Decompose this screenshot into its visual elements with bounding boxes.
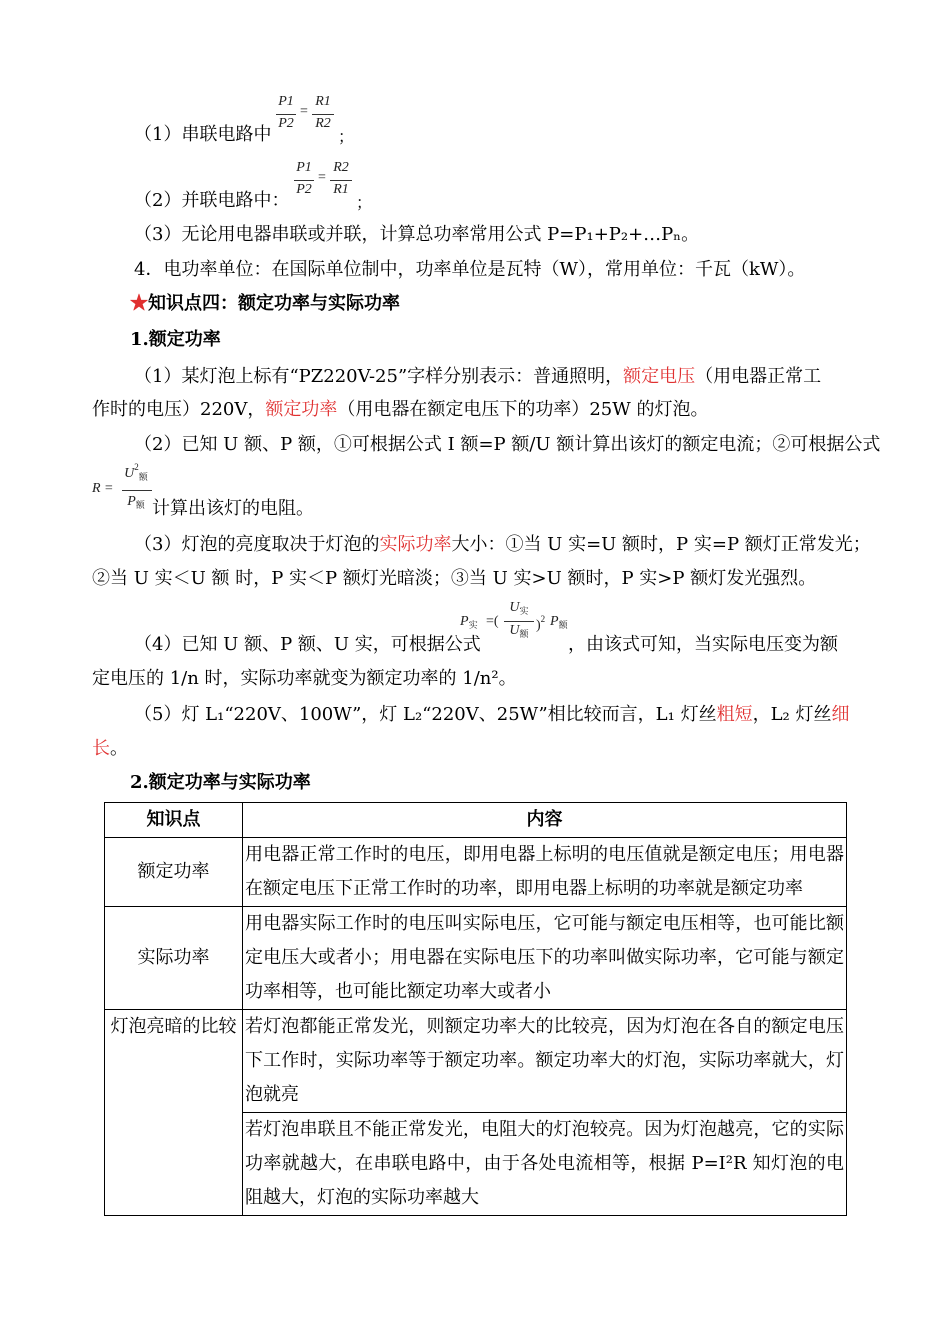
table-content-cell: 若灯泡都能正常发光，则额定功率大的比较亮，因为灯泡在各自的额定电压下工作时，实际功率等于额定功率。额定功率大的灯泡，实际功率就大，灯泡就亮 xyxy=(243,1010,847,1113)
subheading-rated-power: 1.额定功率 xyxy=(130,329,221,350)
highlight-thin: 细 xyxy=(831,704,850,725)
paragraph-5-line-1: （5）灯 L₁“220V、100W”，灯 L₂“220V、25W”相比较而言，L₁ 灯丝粗短，L₂ 灯丝细 xyxy=(134,704,850,725)
star-icon: ★ xyxy=(130,293,148,314)
parallel-fraction-right: R2 R1 xyxy=(330,160,352,206)
parallel-end: ； xyxy=(356,193,373,212)
total-power-line: （3）无论用电器串联或并联，计算总功率常用公式 P=P₁+P₂+…Pₙ。 xyxy=(134,224,700,245)
highlight-thick-short: 粗短 xyxy=(716,704,753,725)
resistance-formula: R = $U^2_额$ $P_额$ xyxy=(92,462,162,518)
table-header-row xyxy=(105,803,847,838)
parallel-line: （2）并联电路中： xyxy=(134,190,290,211)
paragraph-4-line-1: （4）已知 U 额、P 额、U 实，可根据公式 xyxy=(134,634,481,655)
paragraph-1-line-2: 作时的电压）220V，额定功率（用电器在额定电压下的功率）25W 的灯泡。 xyxy=(92,399,709,420)
series-line: （1）串联电路中 xyxy=(134,124,272,145)
paragraph-2-line-2: 计算出该灯的电阻。 xyxy=(152,498,314,519)
table-header-cell: 知识点 xyxy=(105,803,243,838)
table-row xyxy=(105,907,847,1010)
series-equals: = xyxy=(300,104,308,119)
actual-power-formula: $P_实$ =( $U_实$ $U_额$ )$^2$ $P_额$ xyxy=(460,600,568,639)
table-header-cell: 内容 xyxy=(243,803,847,838)
subheading-comparison: 2.额定功率与实际功率 xyxy=(130,772,311,793)
parallel-fraction-left: P1 P2 xyxy=(294,160,314,206)
power-unit-line: 4．电功率单位：在国际单位制中，功率单位是瓦特（W），常用单位：千瓦（kW）。 xyxy=(134,259,806,280)
table-label-cell: 额定功率 xyxy=(105,838,243,907)
paragraph-2-line-1: （2）已知 U 额、P 额，①可根据公式 I 额=P 额/U 额计算出该灯的额定电流；②可根据公式 xyxy=(134,434,881,455)
section-heading: ★知识点四：额定功率与实际功率 xyxy=(130,293,400,314)
paragraph-1-line-1: （1）某灯泡上标有“PZ220V-25”字样分别表示：普通照明，额定电压（用电器正常工 xyxy=(134,366,822,387)
table-row xyxy=(105,1010,847,1113)
table-label-cell: 实际功率 xyxy=(105,907,243,1010)
parallel-equals: = xyxy=(318,170,326,185)
table-content-cell: 用电器实际工作时的电压叫实际电压，它可能与额定电压相等，也可能比额定电压大或者小；用电器在实际电压下的功率叫做实际功率，它可能与额定功率相等，也可能比额定功率大或者小 xyxy=(243,907,847,1010)
table-content-cell: 用电器正常工作时的电压，即用电器上标明的电压值就是额定电压；用电器在额定电压下正常工作时的功率，即用电器上标明的功率就是额定功率 xyxy=(243,838,847,907)
series-fraction-right: R1 R2 xyxy=(312,94,334,140)
highlight-actual-power: 实际功率 xyxy=(379,534,452,555)
table-content-cell: 若灯泡串联且不能正常发光，电阻大的灯泡较亮。因为灯泡越亮，它的实际功率就越大，在串联电路中，由于各处电流相等，根据 P=I²R 知灯泡的电阻越大，灯泡的实际功率越大 xyxy=(243,1113,847,1216)
highlight-rated-power: 额定功率 xyxy=(265,399,338,420)
knowledge-table xyxy=(104,802,847,1216)
table-row xyxy=(105,838,847,907)
series-fraction-left: P1 P2 xyxy=(276,94,296,140)
paragraph-5-line-2: 长。 xyxy=(92,738,128,759)
highlight-rated-voltage: 额定电压 xyxy=(623,366,696,387)
paragraph-3-line-1: （3）灯泡的亮度取决于灯泡的实际功率大小：①当 U 实=U 额时，P 实=P 额灯正常发光； xyxy=(134,534,871,555)
paragraph-4-line-1-end: ，由该式可知，当实际电压变为额 xyxy=(568,634,838,655)
paragraph-3-line-2: ②当 U 实＜U 额 时，P 实＜P 额灯光暗淡；③当 U 实>U 额时，P 实>P 额灯发光强烈。 xyxy=(92,568,817,589)
highlight-long: 长 xyxy=(92,738,110,759)
series-end: ； xyxy=(338,127,355,146)
table-label-cell: 灯泡亮暗的比较 xyxy=(105,1010,243,1216)
paragraph-4-line-2: 定电压的 1/n 时，实际功率就变为额定功率的 1/n²。 xyxy=(92,668,517,689)
